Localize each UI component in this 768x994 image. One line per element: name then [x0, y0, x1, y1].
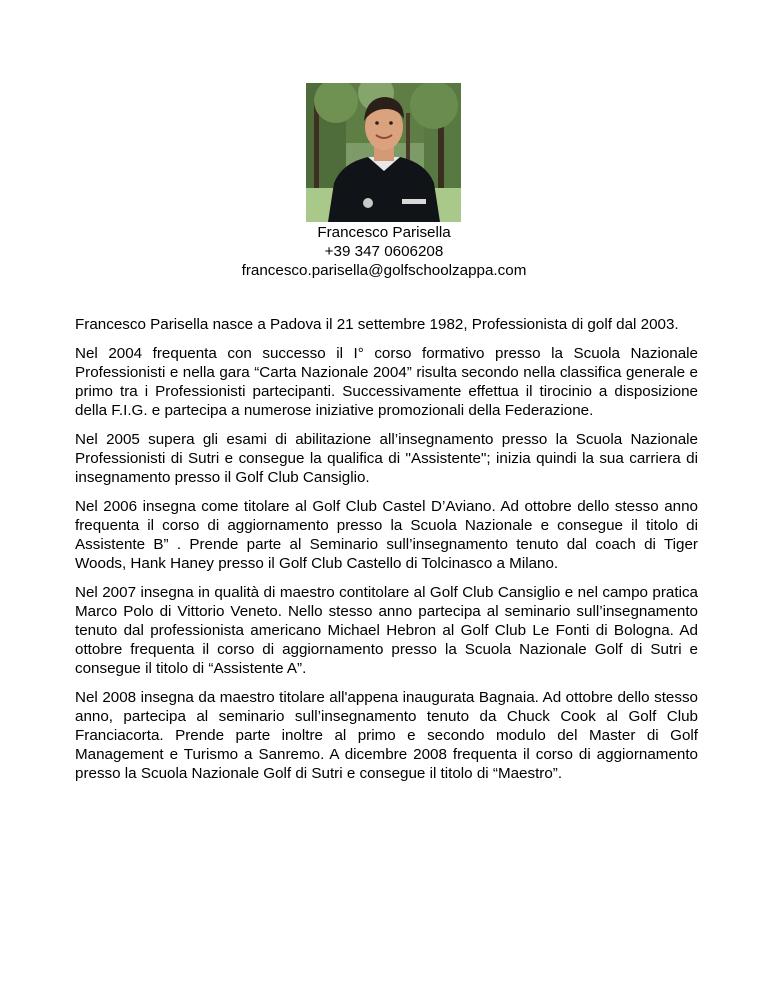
paragraph-2004: Nel 2004 frequenta con successo il I° corso formativo presso la Scuola Nazionale Professionisti e nella gara “Carta Nazionale 2004” risulta secondo nella classifica generale e primo tra i Professionisti partecipanti. Successivamente effettua il tirocinio a disposizione della F.I.G. e partecipa a numerose iniziative promozionali della Federazione.: [75, 345, 698, 419]
paragraph-2005: Nel 2005 supera gli esami di abilitazione all’insegnamento presso la Scuola Nazionale Professionisti di Sutri e consegue la qualifica di "Assistente"; inizia quindi la sua carriera di insegnamento presso il Golf Club Cansiglio.: [75, 431, 698, 486]
paragraph-intro: Francesco Parisella nasce a Padova il 21 settembre 1982, Professionista di golf dal 2003.: [75, 316, 679, 333]
paragraph-2007: Nel 2007 insegna in qualità di maestro contitolare al Golf Club Cansiglio e nel campo pratica Marco Polo di Vittorio Veneto. Nello stesso anno partecipa al seminario sull’insegnamento tenuto dal professionista americano Michael Hebron al Golf Club Le Fonti di Bologna. Ad ottobre frequenta il corso di aggiornamento presso la Scuola Nazionale Golf di Sutri e consegue il titolo di “Assistente A”.: [75, 584, 698, 677]
contact-block: [0, 223, 768, 280]
portrait-photo-image: [306, 83, 461, 222]
biography: [75, 315, 698, 793]
contact-name: Francesco Parisella: [317, 224, 451, 241]
paragraph-2008: Nel 2008 insegna da maestro titolare all'appena inaugurata Bagnaia. Ad ottobre dello stesso anno, partecipa al seminario sull’insegnamento tenuto da Chuck Cook al Golf Club Franciacorta. Prende parte inoltre al primo e secondo modulo del Master di Golf Management e Turismo a Sanremo. A dicembre 2008 frequenta il corso di aggiornamento presso la Scuola Nazionale Golf di Sutri e consegue il titolo di “Maestro”.: [75, 689, 698, 782]
contact-phone: +39 347 0606208: [324, 243, 444, 260]
portrait-photo: [306, 83, 461, 222]
paragraph-2006: Nel 2006 insegna come titolare al Golf Club Castel D’Aviano. Ad ottobre dello stesso anno frequenta il corso di aggiornamento presso la Scuola Nazionale e consegue il titolo di Assistente B” . Prende parte al Seminario sull’insegnamento tenuto dal coach di Tiger Woods, Hank Haney presso il Golf Club Castello di Tolcinasco a Milano.: [75, 498, 698, 572]
contact-email: francesco.parisella@golfschoolzappa.com: [241, 262, 527, 279]
